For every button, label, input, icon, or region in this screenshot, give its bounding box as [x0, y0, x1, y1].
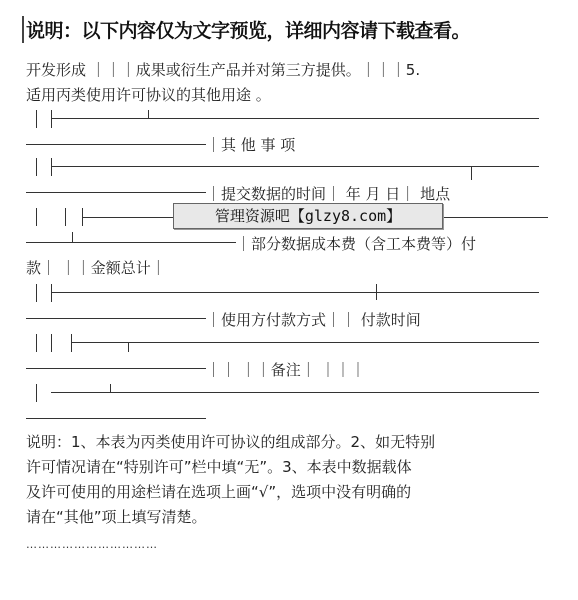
table-vrule: [71, 334, 72, 352]
table-vrule: [51, 158, 52, 176]
table-vrule: [36, 384, 37, 402]
table-hrule: [26, 368, 206, 369]
table-hrule: [51, 392, 539, 393]
table-vrule: [36, 334, 37, 352]
preview-notice: 说明：以下内容仅为文字预览，详细内容请下载查看。: [22, 16, 470, 43]
table-vrule: [51, 334, 52, 352]
table-hrule: [26, 318, 206, 319]
payment-label: ｜使用方付款方式｜｜ 付款时间: [206, 311, 421, 329]
dotted-separator: ……………………………: [26, 538, 158, 551]
table-vrule: [65, 208, 66, 226]
table-hrule: [26, 192, 206, 193]
table-vrule: [36, 208, 37, 226]
note-line-1: 说明：1、本表为丙类使用许可协议的组成部分。2、如无特别: [26, 433, 436, 451]
table-hrule: [26, 418, 206, 419]
text-line-1: 开发形成 ｜｜｜成果或衍生产品并对第三方提供。｜｜｜5.: [26, 61, 421, 79]
table-vrule: [51, 110, 52, 128]
note-line-3: 及许可使用的用途栏请在选项上画“√”，选项中没有明确的: [26, 483, 412, 501]
submit-time-label: ｜提交数据的时间｜ 年 月 日｜ 地点: [206, 185, 451, 203]
table-hrule: [51, 292, 539, 293]
other-items-label: ｜其 他 事 项: [206, 136, 296, 154]
table-hrule: [71, 342, 539, 343]
cost-label: ｜部分数据成本费（含工本费等）付: [236, 235, 477, 253]
note-line-4: 请在“其他”项上填写清楚。: [26, 508, 207, 526]
table-vrule: [148, 110, 149, 118]
table-hrule: [51, 166, 539, 167]
table-vrule: [471, 166, 472, 180]
table-vrule: [36, 284, 37, 302]
text-line-2: 适用丙类使用许可协议的其他用途 。: [26, 86, 271, 104]
table-vrule: [72, 232, 73, 242]
table-vrule: [128, 342, 129, 352]
note-line-2: 许可情况请在“特别许可”栏中填“无”。3、本表中数据载体: [26, 458, 412, 476]
amount-line: 款｜ ｜｜金额总计｜: [26, 259, 166, 277]
table-vrule: [36, 110, 37, 128]
table-vrule: [36, 158, 37, 176]
table-hrule: [26, 242, 236, 243]
table-vrule: [376, 284, 377, 300]
table-vrule: [51, 284, 52, 302]
site-watermark: 管理资源吧【glzy8.com】: [173, 203, 443, 229]
table-hrule: [51, 118, 539, 119]
table-vrule: [110, 384, 111, 392]
remarks-label: ｜｜ ｜｜备注｜ ｜｜｜: [206, 361, 366, 379]
table-hrule: [26, 144, 206, 145]
